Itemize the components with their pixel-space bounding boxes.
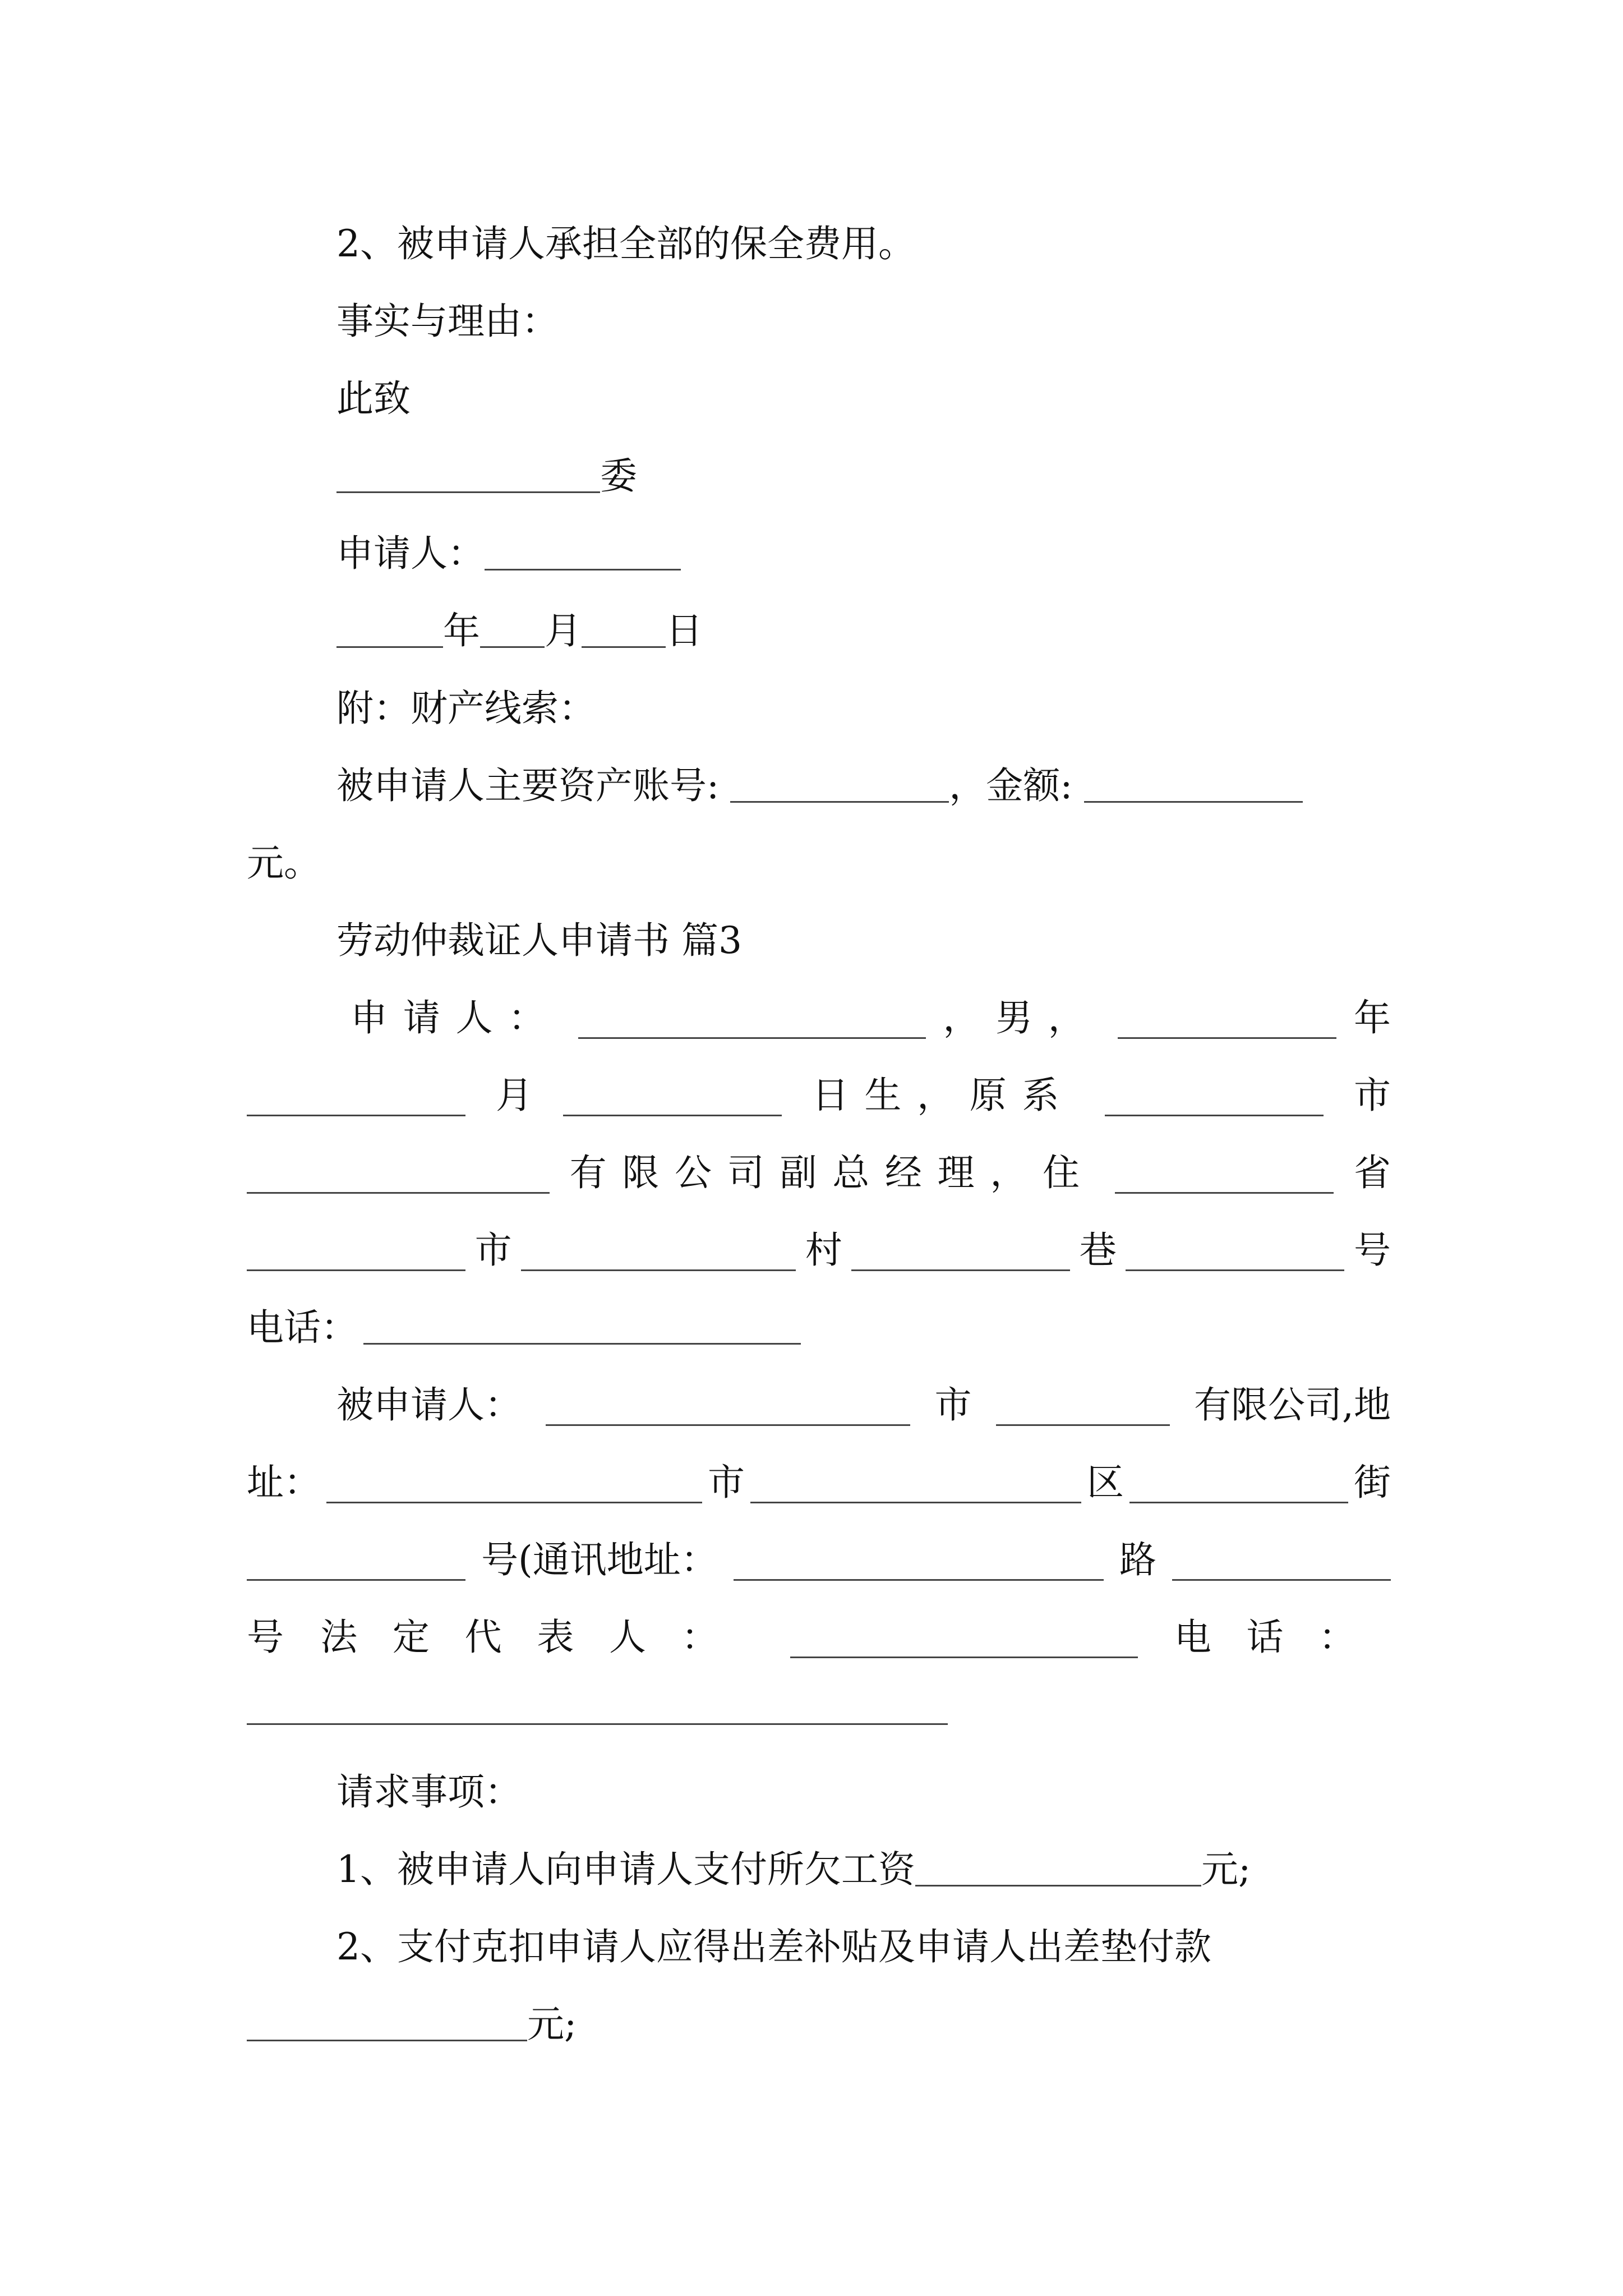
blank-field [563, 1075, 782, 1116]
blank-field [521, 1230, 796, 1271]
text: 路 [1119, 1538, 1156, 1581]
paragraph-line [247, 1452, 1391, 1513]
paragraph-line [247, 678, 1391, 739]
blank-field [546, 1385, 910, 1426]
paragraph-line [247, 987, 1391, 1049]
blank-field [247, 1684, 948, 1725]
paragraph-line [247, 1065, 1391, 1126]
blank-field [790, 1617, 1138, 1658]
text: 市 [474, 1228, 512, 1272]
text: 委 [600, 454, 637, 498]
blank-field [247, 1153, 550, 1194]
blank-field [734, 1540, 1104, 1581]
text: 号 [1353, 1228, 1391, 1272]
text: 有限公司副总经理，住 [569, 1151, 1095, 1194]
blank-field [996, 1385, 1170, 1426]
blank-field [247, 1075, 465, 1116]
text: 巷 [1079, 1228, 1117, 1272]
paragraph-line [247, 1297, 1391, 1359]
text: 有限公司,地 [1194, 1383, 1391, 1427]
paragraph-line [247, 213, 1391, 275]
text: 省 [1353, 1151, 1391, 1194]
text: 此致 [336, 377, 411, 420]
text: 日 [666, 609, 703, 652]
paragraph-line [247, 832, 1391, 894]
paragraph-line [247, 1839, 1391, 1901]
text: 法定代表人： [320, 1616, 754, 1659]
blank-field [336, 452, 600, 493]
paragraph-line [247, 368, 1391, 430]
blank-field [582, 607, 666, 648]
paragraph-line [247, 1994, 1391, 2055]
blank-field [480, 607, 545, 648]
blank-field [247, 1540, 465, 1581]
text: 号(通讯地址： [481, 1538, 718, 1581]
blank-field [730, 762, 949, 803]
text: 被申请人主要资产账号: [336, 764, 720, 807]
text: 址： [247, 1461, 321, 1504]
blank-field [326, 1462, 702, 1503]
text: 元。 [247, 841, 321, 885]
paragraph-line [247, 1916, 1391, 1978]
text: 附：财产线索： [336, 687, 596, 730]
text: 申请人： [336, 532, 485, 575]
text: ，金额: [949, 764, 1073, 807]
text: 月 [545, 609, 582, 652]
blank-field [363, 1304, 801, 1345]
text: 市 [1353, 1074, 1391, 1117]
paragraph-line [247, 1374, 1391, 1436]
blank-field [1115, 1153, 1334, 1194]
blank-field [1084, 762, 1303, 803]
paragraph-line [247, 755, 1391, 817]
text: 市 [934, 1383, 972, 1427]
text: 日生，原系 [811, 1074, 1075, 1117]
text: 2、支付克扣申请人应得出差补贴及申请人出差垫付款 [336, 1925, 1211, 1968]
text: 被申请人： [336, 1383, 522, 1427]
paragraph-line [247, 291, 1391, 352]
blank-field [1105, 1075, 1324, 1116]
paragraph-line [247, 1220, 1391, 1281]
text: 号 [247, 1616, 284, 1659]
blank-field [336, 607, 443, 648]
blank-field [851, 1230, 1070, 1271]
text: 2、被申请人承担全部的保全费用。 [336, 222, 915, 265]
paragraph-line [247, 1677, 1391, 1739]
text: ，男， [943, 996, 1101, 1039]
blank-field [915, 1846, 1201, 1887]
paragraph-line [247, 600, 1391, 662]
text: 1、被申请人向申请人支付所欠工资 [336, 1848, 915, 1891]
blank-field [485, 530, 681, 570]
text: 年 [1354, 996, 1391, 1039]
text: 元; [527, 2003, 577, 2046]
text: 电话： [247, 1306, 358, 1349]
paragraph-line [247, 1142, 1391, 1204]
text: 区 [1087, 1461, 1124, 1504]
blank-field [1172, 1540, 1391, 1581]
text: 劳动仲裁证人申请书 篇3 [336, 919, 742, 962]
text: 元; [1201, 1848, 1251, 1891]
text: 街 [1354, 1461, 1391, 1504]
text: 请求事项： [336, 1770, 522, 1814]
blank-field [1129, 1462, 1348, 1503]
text: 村 [805, 1228, 842, 1272]
blank-field [1118, 998, 1336, 1039]
blank-field [247, 1230, 465, 1271]
text: 电话： [1174, 1616, 1391, 1659]
section-heading [247, 910, 1391, 972]
paragraph-line [247, 445, 1391, 507]
text: 月 [495, 1074, 533, 1117]
paragraph-line [247, 523, 1391, 585]
text: 市 [708, 1461, 745, 1504]
blank-field [750, 1462, 1081, 1503]
text: 年 [443, 609, 480, 652]
text: 申请人： [351, 996, 561, 1039]
blank-field [1126, 1230, 1344, 1271]
blank-field [247, 2000, 527, 2041]
paragraph-line [247, 1761, 1391, 1823]
paragraph-line [247, 1607, 1391, 1668]
text: 事实与理由： [336, 300, 559, 343]
paragraph-line [247, 1529, 1391, 1591]
blank-field [578, 998, 926, 1039]
